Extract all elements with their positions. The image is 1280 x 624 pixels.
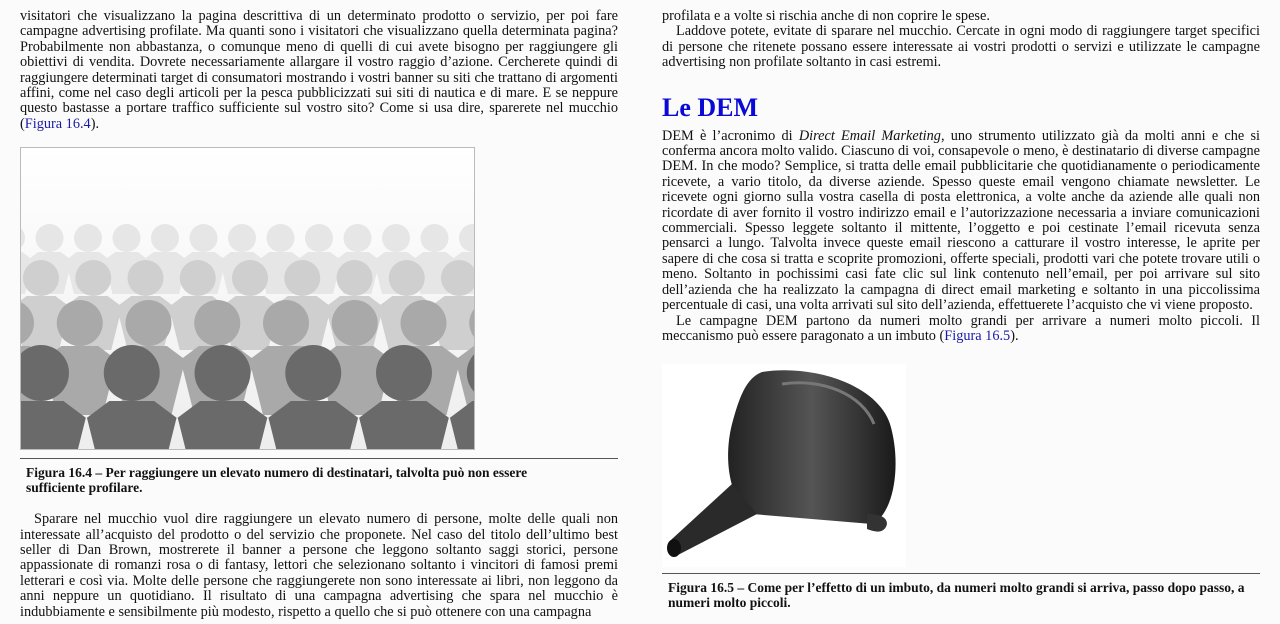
paragraph: profilata e a volte si rischia anche di non coprire le spese. (662, 8, 990, 24)
emphasis: Direct Email Marketing (798, 127, 941, 144)
paragraph-text: , uno strumento utilizzato già da molti anni e che si conferma ancora molto valido. Ciascuno di voi, consapevole o meno, è destinatario di diverse campagne DEM. In che modo? Semplice, si tratta delle email pubblicitarie che quotidianamente o periodicamente ricevete, a vario titolo, da diverse aziende. Spesso queste email vengono chiamate newsletter. Le ricevete ogni giorno sulla vostra casella di posta elettronica, a volte anche da aziende alle quali non ricordate di aver fornito il vostro indirizzo email e l’autorizzazione necessaria a inviare comunicazioni commerciali. Spesso leggete soltanto il mittente, l’oggetto e poi cestinate l’email ricevuta senza pensarci a lungo. Talvolta invece queste email riescono a catturare il vostro interesse, le aprite per sapere di che cosa si tratta e scoprite promozioni, offerte speciali, prodotti vari che potete trovare utili o meno. Soltanto in pochissimi casi fate clic sul link contenuto nell’email, per poi arrivare sul sito dell’azienda che ha realizzato la campagna di direct email marketing e soltanto in una piccolissima percentuale di casi, una volta arrivati sul sito dell’azienda, effettuerete l’acquisto che vi viene proposto. (662, 127, 1260, 314)
person-head (228, 224, 256, 252)
person-head (104, 345, 160, 401)
person-head (401, 300, 447, 346)
paragraph-text: Le campagne DEM partono da numeri molto grandi per arrivare a numeri molto piccoli. Il meccanismo può essere paragonato a un imbuto ( (662, 312, 1260, 344)
paragraph-text: visitatori che visualizzano la pagina descrittiva di un determinato prodotto o servizio, per poi fare campagne advertising profilate. Ma quanti sono i visitatori che visualizzano quella determinata pagina? Probabilmente non abbastanza, o comunque meno di quelli di cui avete bisogno per raggiungere gli obiettivi di vendita. Dovrete necessariamente allargare il vostro raggio d’azione. Cercherete quindi di raggiungere determinati target di consumatori mostrando i vostri banner su siti che trattano di argomenti affini, come nel caso degli articoli per la pesca pubblicizzati sui siti di nautica e di mare. E se neppure questo bastasse a portare traffico sufficiente sul vostro sito? Come si usa dire, sparerete nel mucchio (20, 8, 618, 117)
paragraph-text: DEM è l’acronimo di (662, 127, 799, 144)
person-body (87, 401, 177, 449)
person-head (382, 224, 410, 252)
paren: ( (20, 115, 25, 132)
person-head (285, 345, 341, 401)
paren: ). (90, 115, 100, 132)
funnel-illustration (662, 364, 906, 567)
person-head (332, 300, 378, 346)
figure-16-5-image (662, 364, 906, 567)
person-head (74, 224, 102, 252)
paren: ). (1010, 327, 1019, 344)
person-head (195, 345, 251, 401)
person-body (268, 401, 358, 449)
person-head (263, 300, 309, 346)
paragraph: Sparare nel mucchio vuol dire raggiungere un elevato numero di persone, molte delle quali non interessate all’acquisto del prodotto o del servizio che proponete. Nel caso del titolo dell’ultimo best seller di Dan Brown, mostrerete il banner a persone che leggono soltanto saggi storici, persone appassionate di romanzi rosa o di fantasy, lettori che selezionano soltanto i vincitori di famosi premi letterari e così via. Molte delle persone che raggiungerete non sono interessate ai libri, non leggono da anni neppure un quotidiano. Il risultato di una campagna advertising che spara nel mucchio è indubbiamente e sensibilmente più modesto, rispetto a quello che si può ottenere con una campagna (20, 511, 618, 620)
person-head (284, 260, 320, 296)
person-head (180, 260, 216, 296)
figure-16-4-image (20, 147, 475, 450)
figure-16-4-link[interactable]: Figura 16.4 (24, 115, 91, 132)
person-body (359, 401, 449, 449)
section-heading: Le DEM (662, 92, 759, 122)
person-head (389, 260, 425, 296)
person-head (267, 224, 295, 252)
paragraph (662, 129, 1260, 314)
figure-16-5-caption: Figura 16.5 – Come per l’effetto di un imbuto, da numeri molto grandi si arriva, passo dopo passo, a numeri molto piccoli. (668, 580, 1245, 611)
person-head (75, 260, 111, 296)
person-head (190, 224, 218, 252)
person-head (57, 300, 103, 346)
right-column (662, 9, 1260, 610)
person-head (126, 300, 172, 346)
person-head (232, 260, 268, 296)
person-head (376, 345, 432, 401)
paragraph (20, 9, 618, 132)
person-head (344, 224, 372, 252)
paper-people-illustration (21, 148, 474, 449)
figure-16-4-caption: Figura 16.4 – Per raggiungere un elevato numero di destinatari, talvolta può non essere sufficiente profilare. (26, 465, 528, 496)
person-head (421, 224, 449, 252)
paragraph: Laddove potete, evitate di sparare nel mucchio. Cercate in ogni modo di raggiungere target specifici di persone che ritenete possano essere interessate ai vostri prodotti o servizi e utilizzate le campagne advertising non profilate soltanto in casi estremi. (662, 23, 1260, 71)
person-head (337, 260, 373, 296)
person-head (151, 224, 179, 252)
person-head (194, 300, 240, 346)
person-head (23, 260, 59, 296)
left-column (20, 9, 618, 620)
paragraph (662, 314, 1260, 345)
person-head (128, 260, 164, 296)
person-body (178, 401, 268, 449)
figure-16-5-link[interactable]: Figura 16.5 (944, 327, 1011, 344)
person-head (113, 224, 141, 252)
person-head (36, 224, 64, 252)
person-head (305, 224, 333, 252)
